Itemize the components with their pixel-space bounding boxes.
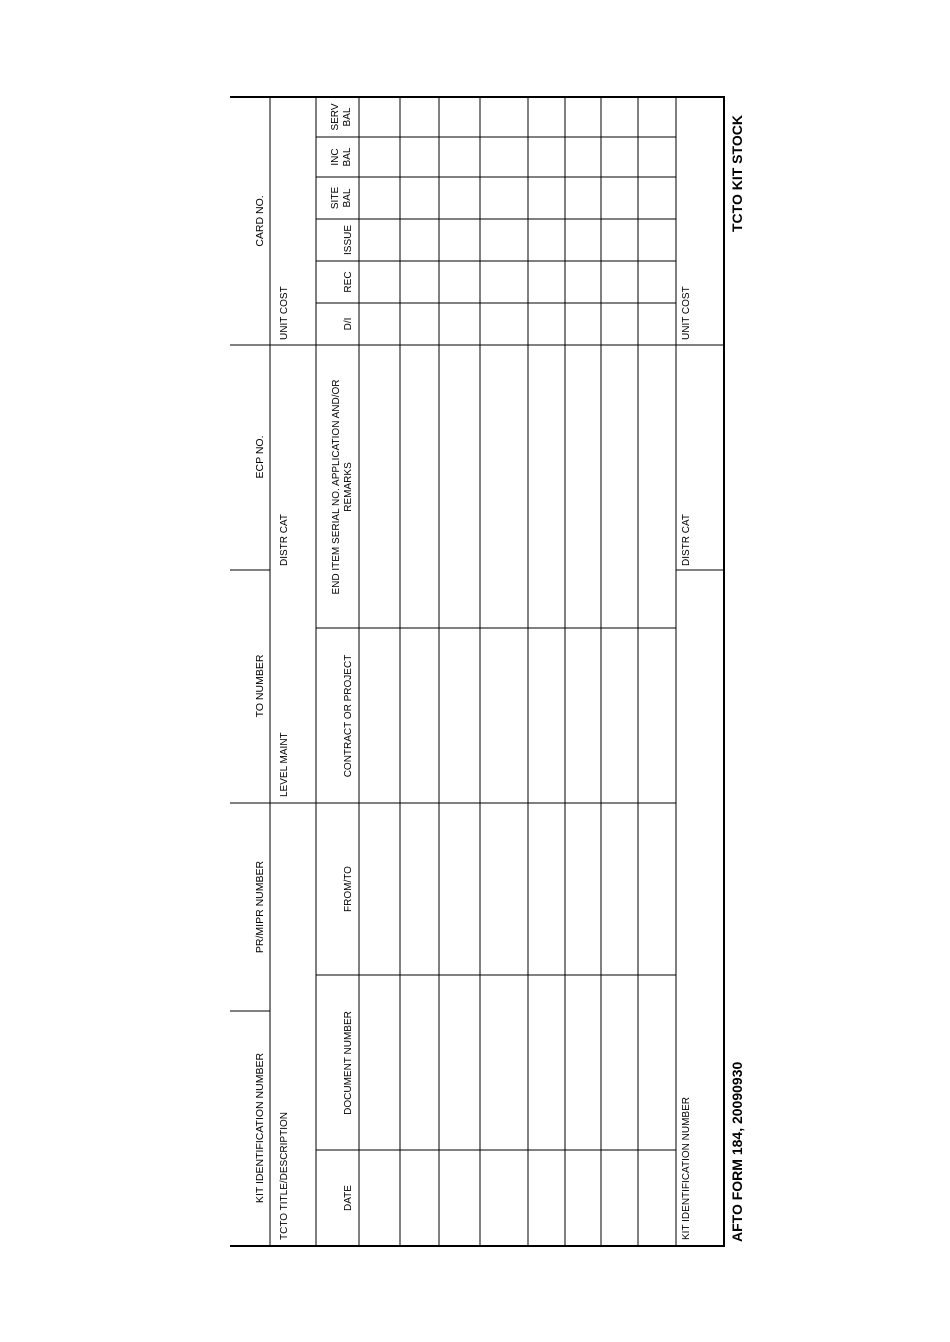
issue-field[interactable] (566, 220, 600, 260)
rec-field[interactable] (639, 262, 675, 302)
serv-bal-field[interactable] (481, 98, 527, 136)
site-bal-field[interactable] (602, 178, 637, 218)
inc-bal-field[interactable] (529, 138, 564, 176)
issue-field[interactable] (529, 220, 564, 260)
end-item-remarks-field[interactable] (440, 346, 479, 627)
issue-field[interactable] (481, 220, 527, 260)
contract-or-project-field[interactable] (639, 629, 675, 802)
serv-bal-field[interactable] (440, 98, 479, 136)
date-field[interactable] (639, 1151, 675, 1245)
end-item-remarks-field[interactable] (639, 346, 675, 627)
table-row (566, 98, 600, 1245)
col-rec-label: REC (343, 271, 354, 293)
end-item-remarks-field[interactable] (602, 346, 637, 627)
rec-field[interactable] (529, 262, 564, 302)
contract-or-project-field[interactable] (602, 629, 637, 802)
col-serv-bal-label-line2: BAL (342, 107, 353, 127)
from-to-field[interactable] (602, 804, 637, 974)
rec-field[interactable] (481, 262, 527, 302)
col-document-number-label: DOCUMENT NUMBER (343, 1011, 354, 1115)
issue-field[interactable] (639, 220, 675, 260)
di-field[interactable] (602, 304, 637, 344)
di-field[interactable] (529, 304, 564, 344)
footer-unit-cost-label: UNIT COST (681, 286, 692, 340)
rec-field[interactable] (360, 262, 399, 302)
table-row (360, 98, 399, 1245)
table-row (440, 98, 479, 1245)
inc-bal-field[interactable] (566, 138, 600, 176)
document-number-field[interactable] (566, 976, 600, 1149)
kit-identification-number-label: KIT IDENTIFICATION NUMBER (254, 1052, 266, 1204)
site-bal-field[interactable] (639, 178, 675, 218)
rec-field[interactable] (602, 262, 637, 302)
document-number-field[interactable] (602, 976, 637, 1149)
col-site-bal-label-line2: BAL (342, 188, 353, 208)
di-field[interactable] (401, 304, 438, 344)
serv-bal-field[interactable] (639, 98, 675, 136)
di-field[interactable] (566, 304, 600, 344)
table-row (529, 98, 564, 1245)
from-to-field[interactable] (639, 804, 675, 974)
col-inc-bal-label-line2: BAL (342, 147, 353, 167)
issue-field[interactable] (602, 220, 637, 260)
site-bal-field[interactable] (360, 178, 399, 218)
site-bal-field[interactable] (566, 178, 600, 218)
inc-bal-field[interactable] (360, 138, 399, 176)
document-number-field[interactable] (401, 976, 438, 1149)
end-item-remarks-field[interactable] (529, 346, 564, 627)
contract-or-project-field[interactable] (529, 629, 564, 802)
site-bal-field[interactable] (481, 178, 527, 218)
di-field[interactable] (481, 304, 527, 344)
distr-cat-label: DISTR CAT (279, 513, 290, 566)
to-number-label: TO NUMBER (254, 654, 266, 718)
inc-bal-field[interactable] (481, 138, 527, 176)
site-bal-field[interactable] (440, 178, 479, 218)
document-number-field[interactable] (529, 976, 564, 1149)
end-item-remarks-field[interactable] (360, 346, 399, 627)
col-inc-bal-label-line1: INC (330, 148, 341, 166)
inc-bal-field[interactable] (440, 138, 479, 176)
unit-cost-label: UNIT COST (279, 286, 290, 340)
data-rows (360, 98, 675, 1245)
end-item-remarks-field[interactable] (481, 346, 527, 627)
card-no-label: CARD NO. (254, 195, 266, 247)
di-field[interactable] (639, 304, 675, 344)
ecp-no-label: ECP NO. (254, 435, 266, 479)
col-di-label: D/I (343, 317, 354, 331)
inc-bal-field[interactable] (602, 138, 637, 176)
site-bal-field[interactable] (529, 178, 564, 218)
serv-bal-field[interactable] (529, 98, 564, 136)
contract-or-project-field[interactable] (401, 629, 438, 802)
site-bal-field[interactable] (401, 178, 438, 218)
serv-bal-field[interactable] (401, 98, 438, 136)
form-name: AFTO FORM 184, 20090930 (729, 1061, 745, 1242)
serv-bal-field[interactable] (602, 98, 637, 136)
serv-bal-field[interactable] (360, 98, 399, 136)
col-end-item-label-line2: REMARKS (343, 462, 354, 512)
inc-bal-field[interactable] (401, 138, 438, 176)
issue-field[interactable] (401, 220, 438, 260)
date-field[interactable] (529, 1151, 564, 1245)
col-serv-bal-label-line1: SERV (330, 103, 341, 131)
col-issue-label: ISSUE (343, 224, 354, 256)
issue-field[interactable] (360, 220, 399, 260)
col-from-to-label: FROM/TO (343, 866, 354, 912)
inc-bal-field[interactable] (639, 138, 675, 176)
issue-field[interactable] (440, 220, 479, 260)
from-to-field[interactable] (529, 804, 564, 974)
date-field[interactable] (360, 1151, 399, 1245)
document-number-field[interactable] (481, 976, 527, 1149)
level-maint-label: LEVEL MAINT (279, 732, 290, 797)
contract-or-project-field[interactable] (440, 629, 479, 802)
di-field[interactable] (440, 304, 479, 344)
col-contract-or-project-label: CONTRACT OR PROJECT (343, 654, 354, 778)
contract-or-project-field[interactable] (360, 629, 399, 802)
from-to-field[interactable] (440, 804, 479, 974)
tcto-title-description-label: TCTO TITLE/DESCRIPTION (279, 1112, 290, 1240)
col-end-item-label-line1: END ITEM SERIAL NO. APPLICATION AND/OR (331, 379, 342, 595)
col-site-bal-label-line1: SITE (330, 186, 341, 210)
rec-field[interactable] (401, 262, 438, 302)
date-field[interactable] (566, 1151, 600, 1245)
col-date-label: DATE (343, 1185, 354, 1211)
from-to-field[interactable] (481, 804, 527, 974)
date-field[interactable] (440, 1151, 479, 1245)
document-number-field[interactable] (440, 976, 479, 1149)
table-row (602, 98, 637, 1245)
from-to-field[interactable] (566, 804, 600, 974)
footer-kit-identification-number-label: KIT IDENTIFICATION NUMBER (681, 1097, 692, 1240)
table-row (401, 98, 438, 1245)
di-field[interactable] (360, 304, 399, 344)
date-field[interactable] (401, 1151, 438, 1245)
document-number-field[interactable] (360, 976, 399, 1149)
rec-field[interactable] (566, 262, 600, 302)
rec-field[interactable] (440, 262, 479, 302)
from-to-field[interactable] (401, 804, 438, 974)
from-to-field[interactable] (360, 804, 399, 974)
end-item-remarks-field[interactable] (401, 346, 438, 627)
date-field[interactable] (481, 1151, 527, 1245)
date-field[interactable] (602, 1151, 637, 1245)
pr-mipr-number-label: PR/MIPR NUMBER (254, 860, 266, 954)
document-number-field[interactable] (639, 976, 675, 1149)
contract-or-project-field[interactable] (566, 629, 600, 802)
footer-distr-cat-label: DISTR CAT (681, 513, 692, 566)
serv-bal-field[interactable] (566, 98, 600, 136)
form-title: TCTO KIT STOCK (729, 115, 745, 232)
contract-or-project-field[interactable] (481, 629, 527, 802)
end-item-remarks-field[interactable] (566, 346, 600, 627)
table-row (639, 98, 675, 1245)
table-row (481, 98, 527, 1245)
